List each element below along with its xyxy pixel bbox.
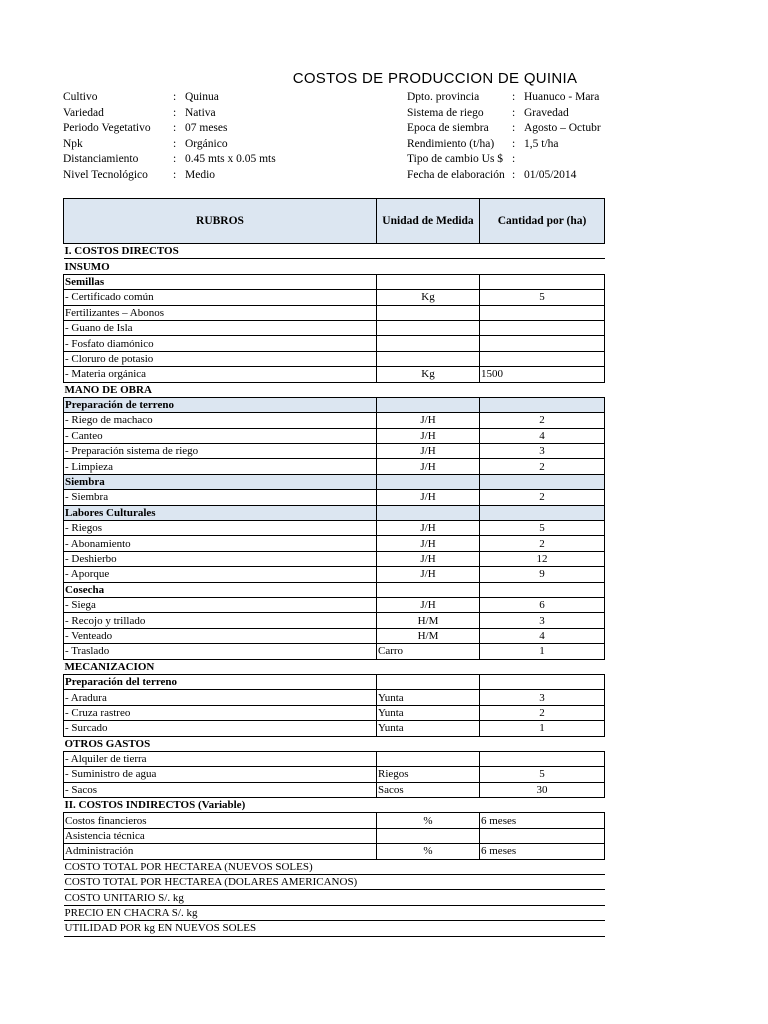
row-label: - Recojo y trillado bbox=[64, 613, 377, 628]
document-title: COSTOS DE PRODUCCION DE QUINIA bbox=[292, 70, 578, 87]
row-quantity: 2 bbox=[480, 536, 605, 551]
table-row bbox=[64, 828, 605, 843]
row-quantity: 3 bbox=[480, 690, 605, 705]
table-row bbox=[64, 721, 605, 736]
row-unit: H/M bbox=[377, 628, 480, 643]
row-quantity bbox=[480, 336, 605, 351]
info-key: Rendimiento (t/ha) bbox=[407, 137, 495, 150]
info-value: 01/05/2014 bbox=[524, 168, 577, 181]
row-unit: J/H bbox=[377, 444, 480, 459]
row-label: - Venteado bbox=[64, 628, 377, 643]
row-quantity bbox=[480, 505, 605, 520]
info-key: Variedad bbox=[63, 106, 104, 119]
row-quantity: 9 bbox=[480, 567, 605, 582]
table-row bbox=[64, 597, 605, 612]
info-row: Cultivo : Quinua bbox=[63, 90, 276, 106]
row-quantity: 30 bbox=[480, 782, 605, 797]
info-row: Npk : Orgánico bbox=[63, 137, 276, 153]
row-quantity: 2 bbox=[480, 490, 605, 505]
info-key: Sistema de riego bbox=[407, 106, 484, 119]
row-unit: J/H bbox=[377, 413, 480, 428]
row-label: OTROS GASTOS bbox=[64, 736, 605, 751]
row-label: - Riego de machaco bbox=[64, 413, 377, 428]
table-row bbox=[64, 459, 605, 474]
row-unit: J/H bbox=[377, 551, 480, 566]
row-quantity bbox=[480, 305, 605, 320]
row-label: UTILIDAD POR kg EN NUEVOS SOLES bbox=[64, 921, 605, 936]
row-quantity: 12 bbox=[480, 551, 605, 566]
table-row bbox=[64, 367, 605, 382]
table-row bbox=[64, 474, 605, 489]
info-value: 07 meses bbox=[185, 122, 228, 134]
row-quantity: 2 bbox=[480, 705, 605, 720]
row-label: MECANIZACION bbox=[64, 659, 605, 674]
table-row bbox=[64, 659, 605, 674]
row-unit bbox=[377, 351, 480, 366]
row-label: - Sacos bbox=[64, 782, 377, 797]
row-label: - Siega bbox=[64, 597, 377, 612]
row-label: - Siembra bbox=[64, 490, 377, 505]
row-label: Labores Culturales bbox=[64, 505, 377, 520]
row-label: COSTO TOTAL POR HECTAREA (NUEVOS SOLES) bbox=[64, 859, 605, 874]
row-unit: Carro bbox=[377, 644, 480, 659]
row-label: Fertilizantes – Abonos bbox=[64, 305, 377, 320]
info-value: 1,5 t/ha bbox=[524, 137, 559, 150]
row-label: - Preparación sistema de riego bbox=[64, 444, 377, 459]
row-unit: Kg bbox=[377, 290, 480, 305]
info-key: Periodo Vegetativo bbox=[63, 122, 151, 134]
row-unit bbox=[377, 674, 480, 689]
table-row bbox=[64, 244, 605, 259]
row-quantity bbox=[480, 351, 605, 366]
row-unit: Yunta bbox=[377, 721, 480, 736]
info-row: Periodo Vegetativo : 07 meses bbox=[63, 121, 276, 137]
row-quantity: 5 bbox=[480, 290, 605, 305]
table-row bbox=[64, 921, 605, 936]
row-quantity bbox=[480, 320, 605, 335]
row-label: Asistencia técnica bbox=[64, 828, 377, 843]
row-unit bbox=[377, 336, 480, 351]
row-label: - Canteo bbox=[64, 428, 377, 443]
table-row bbox=[64, 875, 605, 890]
row-quantity: 6 meses bbox=[480, 844, 605, 859]
table-row bbox=[64, 505, 605, 520]
row-label: - Aradura bbox=[64, 690, 377, 705]
header-rubros: RUBROS bbox=[64, 199, 377, 244]
row-quantity: 6 meses bbox=[480, 813, 605, 828]
info-row: Variedad : Nativa bbox=[63, 106, 276, 122]
row-unit bbox=[377, 828, 480, 843]
row-label: - Certificado común bbox=[64, 290, 377, 305]
row-unit: % bbox=[377, 844, 480, 859]
row-quantity: 3 bbox=[480, 444, 605, 459]
table-row bbox=[64, 705, 605, 720]
table-row bbox=[64, 782, 605, 797]
table-row bbox=[64, 628, 605, 643]
row-quantity: 1 bbox=[480, 644, 605, 659]
row-label: - Aporque bbox=[64, 567, 377, 582]
row-label: PRECIO EN CHACRA S/. kg bbox=[64, 905, 605, 920]
crop-info-right bbox=[407, 90, 604, 183]
row-label: - Guano de Isla bbox=[64, 320, 377, 335]
row-quantity: 2 bbox=[480, 413, 605, 428]
row-label: - Fosfato diamónico bbox=[64, 336, 377, 351]
row-quantity bbox=[480, 397, 605, 412]
table-row bbox=[64, 674, 605, 689]
info-key: Distanciamiento bbox=[63, 153, 139, 165]
row-unit bbox=[377, 305, 480, 320]
info-row: Tipo de cambio Us $ : bbox=[407, 152, 604, 168]
info-value: Orgánico bbox=[185, 137, 228, 150]
table-row bbox=[64, 813, 605, 828]
row-label: - Materia orgánica bbox=[64, 367, 377, 382]
row-quantity bbox=[480, 674, 605, 689]
table-row bbox=[64, 890, 605, 905]
row-label: Preparación del terreno bbox=[64, 674, 377, 689]
header-unidad: Unidad de Medida bbox=[377, 199, 480, 244]
info-key: Npk bbox=[63, 137, 83, 150]
info-key: Nivel Tecnológico bbox=[63, 168, 148, 181]
table-row bbox=[64, 567, 605, 582]
row-quantity bbox=[480, 274, 605, 289]
row-quantity: 2 bbox=[480, 459, 605, 474]
info-key: Dpto. provincia bbox=[407, 91, 480, 103]
row-label: - Surcado bbox=[64, 721, 377, 736]
info-key: Fecha de elaboración bbox=[407, 168, 505, 181]
row-quantity bbox=[480, 828, 605, 843]
row-label: - Limpieza bbox=[64, 459, 377, 474]
table-row bbox=[64, 736, 605, 751]
row-label: I. COSTOS DIRECTOS bbox=[64, 244, 605, 259]
row-unit bbox=[377, 751, 480, 766]
row-unit: Sacos bbox=[377, 782, 480, 797]
table-body bbox=[64, 244, 605, 937]
table-row bbox=[64, 320, 605, 335]
table-row bbox=[64, 613, 605, 628]
row-unit: Kg bbox=[377, 367, 480, 382]
row-label: - Suministro de agua bbox=[64, 767, 377, 782]
row-unit: Yunta bbox=[377, 690, 480, 705]
info-row: Distanciamiento : 0.45 mts x 0.05 mts bbox=[63, 152, 276, 168]
table-row bbox=[64, 690, 605, 705]
row-label: Preparación de terreno bbox=[64, 397, 377, 412]
table-row bbox=[64, 336, 605, 351]
info-row: Epoca de siembra : Agosto – Octubr bbox=[407, 121, 604, 137]
table-row bbox=[64, 582, 605, 597]
table-row bbox=[64, 905, 605, 920]
info-row: Dpto. provincia : Huanuco - Mara bbox=[407, 90, 604, 106]
row-unit: J/H bbox=[377, 597, 480, 612]
row-quantity: 1 bbox=[480, 721, 605, 736]
row-label: MANO DE OBRA bbox=[64, 382, 605, 397]
crop-info-left bbox=[63, 90, 276, 183]
table-row bbox=[64, 259, 605, 274]
row-unit: J/H bbox=[377, 521, 480, 536]
row-unit: H/M bbox=[377, 613, 480, 628]
info-value: Nativa bbox=[185, 106, 216, 119]
row-label: - Deshierbo bbox=[64, 551, 377, 566]
row-unit: J/H bbox=[377, 428, 480, 443]
row-label: INSUMO bbox=[64, 259, 605, 274]
row-label: Costos financieros bbox=[64, 813, 377, 828]
info-key: Epoca de siembra bbox=[407, 122, 489, 134]
row-quantity: 3 bbox=[480, 613, 605, 628]
table-row bbox=[64, 290, 605, 305]
table-row bbox=[64, 428, 605, 443]
row-quantity: 1500 bbox=[480, 367, 605, 382]
row-unit: J/H bbox=[377, 459, 480, 474]
table-row bbox=[64, 351, 605, 366]
table-header-row bbox=[64, 199, 605, 244]
row-label: Cosecha bbox=[64, 582, 377, 597]
row-quantity bbox=[480, 474, 605, 489]
info-row: Nivel Tecnológico : Medio bbox=[63, 168, 276, 184]
row-unit: Riegos bbox=[377, 767, 480, 782]
row-unit: J/H bbox=[377, 567, 480, 582]
table-row bbox=[64, 413, 605, 428]
row-label: II. COSTOS INDIRECTOS (Variable) bbox=[64, 798, 605, 813]
info-row: Sistema de riego : Gravedad bbox=[407, 106, 604, 122]
table-row bbox=[64, 444, 605, 459]
info-key: Cultivo bbox=[63, 91, 98, 103]
row-quantity: 5 bbox=[480, 521, 605, 536]
table-row bbox=[64, 767, 605, 782]
table-row bbox=[64, 521, 605, 536]
row-unit: Yunta bbox=[377, 705, 480, 720]
info-value: Agosto – Octubr bbox=[524, 122, 601, 134]
row-label: Semillas bbox=[64, 274, 377, 289]
row-quantity: 5 bbox=[480, 767, 605, 782]
row-label: - Cloruro de potasio bbox=[64, 351, 377, 366]
info-value: Gravedad bbox=[524, 106, 569, 119]
row-label: COSTO TOTAL POR HECTAREA (DOLARES AMERICANOS) bbox=[64, 875, 605, 890]
info-value: 0.45 mts x 0.05 mts bbox=[185, 153, 276, 165]
row-unit bbox=[377, 505, 480, 520]
row-unit bbox=[377, 274, 480, 289]
row-unit: J/H bbox=[377, 536, 480, 551]
row-label: COSTO UNITARIO S/. kg bbox=[64, 890, 605, 905]
table-row bbox=[64, 536, 605, 551]
table-row bbox=[64, 844, 605, 859]
info-key: Tipo de cambio Us $ bbox=[407, 153, 504, 165]
row-quantity: 4 bbox=[480, 628, 605, 643]
table-row bbox=[64, 751, 605, 766]
row-quantity: 4 bbox=[480, 428, 605, 443]
table-row bbox=[64, 859, 605, 874]
table-row bbox=[64, 397, 605, 412]
row-label: - Traslado bbox=[64, 644, 377, 659]
row-unit: % bbox=[377, 813, 480, 828]
table-row bbox=[64, 644, 605, 659]
row-unit bbox=[377, 320, 480, 335]
row-unit: J/H bbox=[377, 490, 480, 505]
table-row bbox=[64, 551, 605, 566]
row-quantity bbox=[480, 751, 605, 766]
row-label: - Riegos bbox=[64, 521, 377, 536]
table-row bbox=[64, 305, 605, 320]
info-row: Fecha de elaboración : 01/05/2014 bbox=[407, 168, 604, 184]
row-label: - Cruza rastreo bbox=[64, 705, 377, 720]
row-label: - Abonamiento bbox=[64, 536, 377, 551]
row-quantity: 6 bbox=[480, 597, 605, 612]
row-label: Siembra bbox=[64, 474, 377, 489]
table-row bbox=[64, 490, 605, 505]
table-row bbox=[64, 798, 605, 813]
row-unit bbox=[377, 582, 480, 597]
row-unit bbox=[377, 474, 480, 489]
info-value: Medio bbox=[185, 168, 216, 181]
header-cantidad: Cantidad por (ha) bbox=[480, 199, 605, 244]
cost-table bbox=[63, 198, 605, 937]
info-value: Huanuco - Mara bbox=[524, 91, 600, 103]
info-value: Quinua bbox=[185, 91, 219, 103]
row-label: Administración bbox=[64, 844, 377, 859]
table-row bbox=[64, 274, 605, 289]
table-row bbox=[64, 382, 605, 397]
info-row: Rendimiento (t/ha) : 1,5 t/ha bbox=[407, 137, 604, 153]
row-quantity bbox=[480, 582, 605, 597]
row-label: - Alquiler de tierra bbox=[64, 751, 377, 766]
row-unit bbox=[377, 397, 480, 412]
